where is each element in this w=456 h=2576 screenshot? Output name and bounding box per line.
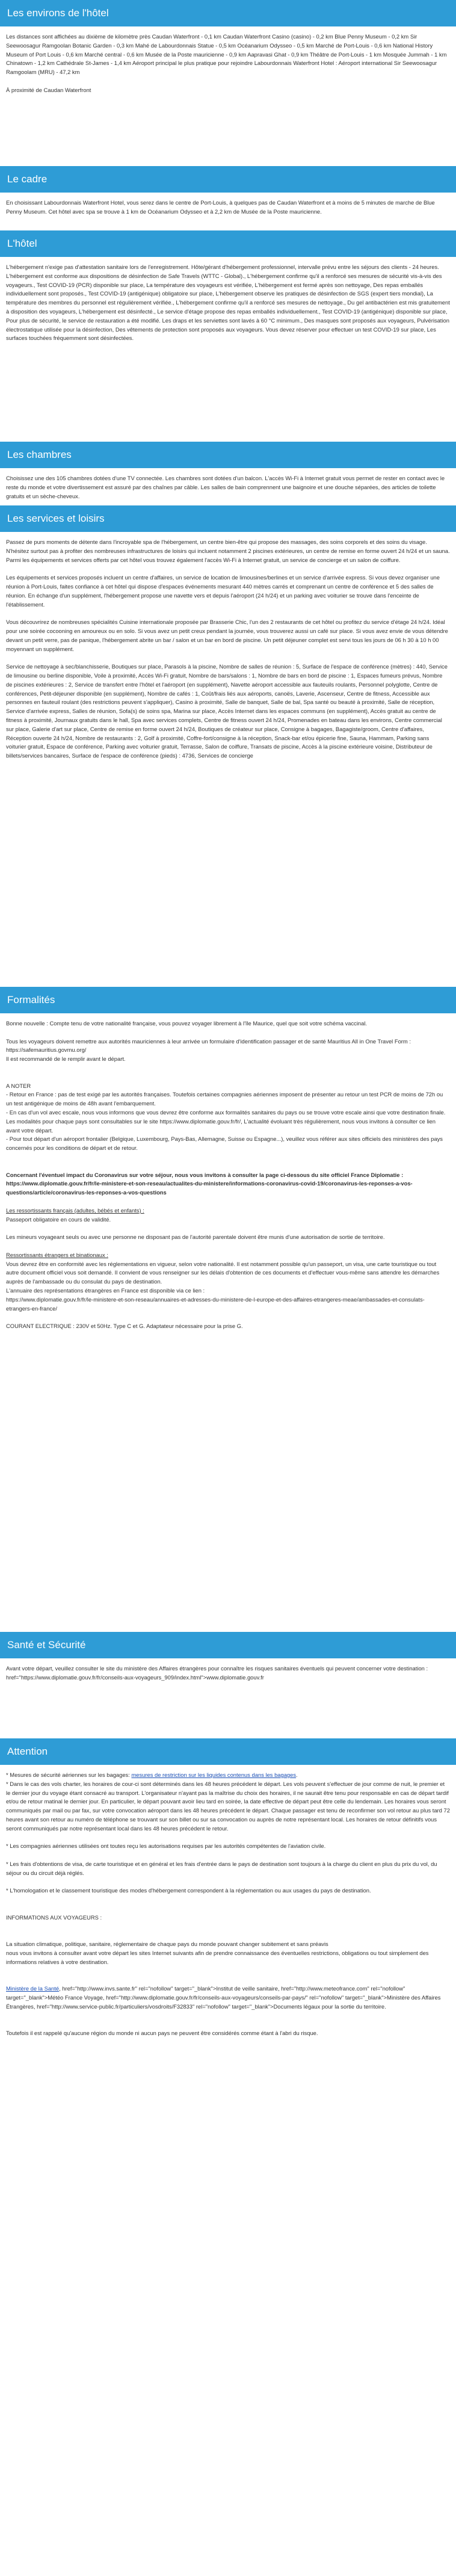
section-title: L'hôtel bbox=[0, 230, 456, 257]
section-hotel bbox=[0, 230, 456, 442]
french-nationals-passport: Passeport obligatoire en cours de validité. bbox=[6, 1215, 111, 1223]
formalites-recommend: Il est recommandé de le remplir avant le départ. bbox=[6, 1055, 126, 1063]
section-cadre bbox=[0, 166, 456, 230]
section-sante bbox=[0, 1632, 456, 1738]
foreign-nationals-text: Vous devrez être en conformité avec les réglementations en vigueur, selon votre nationalité. Il est notamment possible qu'un passeport, un visa, une carte touristique ou tout autre document officiel vous soit demandé. Il convient de vous renseigner sur les délais d'obtention de ces documents et d'effectuer vous-même sans attendre les démarches auprès de l'ambassade ou du consulat du pays de destination. bbox=[6, 1260, 440, 1285]
section-title: Les services et loisirs bbox=[0, 505, 456, 532]
minors-notice: Les mineurs voyageant seuls ou avec une personne ne disposant pas de l'autorité parentale doivent être munis d'une autorisation de sortie de territoire. bbox=[6, 1234, 385, 1241]
section-services bbox=[0, 505, 456, 987]
french-nationals-title: Les ressortissants français (adultes, bébés et enfants) : bbox=[6, 1206, 144, 1214]
airline-authorizations: * Les compagnies aériennes utilisées ont toutes reçu les autorisations requises par les autorités compétentes de l'aviation civile. bbox=[6, 1842, 326, 1850]
foreign-nationals-title: Ressortissants étrangers et binationaux : bbox=[6, 1251, 108, 1258]
environs-proximity: À proximité de Caudan Waterfront bbox=[6, 86, 91, 93]
section-title: Attention bbox=[0, 1738, 456, 1765]
chambres-text: Choisissez une des 105 chambres dotées d'une TV connectée. Les chambres sont dotées d'un balcon. L'accès Wi-Fi à Internet gratuit vous permet de rester en contact avec le reste du monde et votre divertissement est assuré par des chaînes par câble. Les salles de bain comprennent une baignoire et une douche séparées, des articles de toilette gratuits et un sèche-cheveux. bbox=[6, 475, 445, 499]
visa-fees: * Les frais d'obtentions de visa, de carte touristique et en général et les frais d'entrée dans le pays de destination sont toujours à la charge du client en plus du prix du vol, du séjour ou du circuit déjà réglés. bbox=[6, 1860, 437, 1876]
coronavirus-notice: Concernant l'éventuel impact du Coronavirus sur votre séjour, nous vous invitons à consulter la page ci-dessous du site officiel France Diplomatie : https://www.diplomatie.gouv.fr/fr/le-ministere-et-son-reseau/actualites-du-ministere/informations-coronavirus-covid-19/coronavirus-les-reponses-a-vos-questions/article/coronavirus-les-reponses-a-vos-questions bbox=[6, 1171, 413, 1196]
electric-current: COURANT ELECTRIQUE : 230V et 50Hz. Type C et G. Adaptateur nécessaire pour la prise G. bbox=[6, 1323, 243, 1330]
formalites-form: Tous les voyageurs doivent remettre aux autorités mauriciennes à leur arrivée un formulaire d'identification passager et de santé Mauritius All in One Travel Form : https://safemauritius.govmu.org/ bbox=[6, 1037, 411, 1054]
sante-text: Avant votre départ, veuillez consulter le site du ministère des Affaires étrangères pour connaître les risques sanitaires éventuels qui peuvent concerner votre destination : href="https://www.diplomatie.gouv.fr/fr/conseils-aux-voyageurs_909/index.html">www.diplomatie.gouv.fr bbox=[6, 1665, 428, 1681]
cadre-text: En choisissant Labourdonnais Waterfront Hotel, vous serez dans le centre de Port-Louis, à quelques pas de Caudan Waterfront et à moins de 5 minutes de marche de Blue Penny Museum. Cet hôtel avec spa se trouve à 1 km de Océanarium Odysseo et à 2,2 km de Musée de la Poste mauricienne. bbox=[6, 199, 435, 215]
note-stopover: - En cas d'un vol avec escale, nous vous informons que vous devrez être conforme aux formalités sanitaires du pays ou se trouve votre escale ainsi que votre destination finale. bbox=[6, 1108, 446, 1116]
services-amenities-list: Service de nettoyage à sec/blanchisserie, Boutiques sur place, Parasols à la piscine, Nombre de salles de réunion : 5, Surface de l'espace de conférence (mètres) : 440, Service de limousine ou berline disponible, Voile à proximité, Accès Wi-Fi gratuit, Nombre de bars/salons : 1, Nombre de bars en bord de piscine : 1, Espaces fumeurs prévus, Nombre de piscines extérieures : 2, Service de transfert entre l'hôtel et l'aéroport (en supplément), Navette aéroport accessible aux fauteuils roulants, Personnel polyglotte, Centre de conférences, Petit-déjeuner disponible (en supplément), Nombre de cafés : 1, Coût/frais liés aux aéroports, canoës, Laverie, Ascenseur, Centre de fitness, Accessible aux personnes en fauteuil roulant (des restrictions peuvent s'appliquer), Casino à proximité, Salle de banquet, Salle de bal, Spa santé ou beauté à proximité, Salle de réception, Service d'arrivée express, Salles de réunion, Sofa(s) de soins spa, Marina sur place, Accès Internet dans les espaces communs (en supplément), Accès gratuit au centre de fitness à proximité, Journaux gratuits dans le hall, Spa avec services complets, Centre de fitness ouvert 24 h/24, Promenades en bateau dans les environs, Centre commercial sur place, Galerie d'art sur place, Centre de remise en forme ouvert 24 h/24, Boutiques de créateur sur place, Consigne à bagages, Bagagiste/groom, Centre d'affaires, Réception ouverte 24 h/24, Nombre de restaurants : 2, Golf à proximité, Coffre-fort/consigne à la réception, Snack-bar et/ou épicerie fine, Sauna, Hammam, Parking sans voiturier gratuit, Espace de conférence, Parking avec voiturier gratuit, Terrasse, Salon de coiffure, Transats de piscine, Accès à la piscine extérieure voisine, Distributeur de billets/services bancaires, Surface de l'espace de conférence (pieds) : 4736, Services de concierge bbox=[6, 663, 448, 759]
liquids-restriction-link[interactable]: mesures de restriction sur les liquides contenus dans les bagages bbox=[131, 1771, 297, 1778]
section-content bbox=[0, 263, 456, 343]
note-country-rules: Les modalités pour chaque pays sont consultables sur le site https://www.diplomatie.gouv.fr/fr/, L'actualité évoluant très régulièrement, nous vous invitons à consulter ce lien avant votre départ. bbox=[6, 1117, 436, 1134]
luggage-security: * Mesures de sécurité aériennes sur les bagages: mesures de restriction sur les liquides contenus dans les bagages. bbox=[6, 1771, 298, 1778]
charter-flights: * Dans le cas des vols charter, les horaires de cour-ci sont déterminés dans les 48 heures précédent le départ. Les vols peuvent s'effectuer de jour comme de nuit, le premier et le dernier jour du voyage étant consacré au transport. L'organisateur n'ayant pas la maîtrise du choix des horaires, il ne saurait être tenu pour responsable en cas de départ tardif et/ou de retour matinal le dernier jour. En particulier, le départ pouvant avoir lieu tard en soirée, la date effective de départ peut être celle du lendemain. Les horaires vous seront communiqués par mail ou par fax, sur votre convocation aéroport dans les 48 heures précédent le départ. Chaque passager est tenu de reconfirmer son vol retour au plus tard 72 heures avant son retour au numéro de téléphone se trouvant sur son billet ou sur sa convocation ou auprès de notre représentant local. Les horaires de retour définitifs vous seront communiqués par notre représentant local dans les 48 heures précédent le retour. bbox=[6, 1780, 450, 1832]
section-content bbox=[0, 32, 456, 95]
risk-reminder: Toutefois il est rappelé qu'aucune région du monde ni aucun pays ne peuvent être considérés comme étant à l'abri du risque. bbox=[6, 2030, 318, 2037]
health-ministry-link[interactable]: Ministère de la Santé bbox=[6, 1985, 60, 1992]
note-return: - Retour en France : pas de test exigé par les autorités françaises. Toutefois certaines compagnies aériennes imposent de présenter au retour un test PCR de moins de 72h ou un test antigénique de moins de 48h avant l'embarquement. bbox=[6, 1091, 443, 1107]
services-business: Les équipements et services proposés incluent un centre d'affaires, un service de location de limousines/berlines et un service d'arrivée express. Si vous devez organiser une réunion à Port-Louis, faites confiance à cet hôtel qui dispose d'espaces événements mesurant 440 mètres carrés et comprenant un centre de conférence et 5 des salles de réunion. En échange d'un supplément, l'hébergement propose une navette vers et depuis l'aéroport (24 h/24) et un parking avec voiturier se trouve dans l'enceinte de l'établissement. bbox=[6, 574, 440, 608]
section-title: Les environs de l'hôtel bbox=[0, 0, 456, 26]
situation-change: La situation climatique, politique, sanitaire, réglementaire de chaque pays du monde pouvant changer subitement et sans préavis bbox=[6, 1941, 328, 1948]
section-formalites bbox=[0, 987, 456, 1632]
section-content bbox=[0, 1771, 456, 2038]
embassy-directory-url: https://www.diplomatie.gouv.fr/fr/le-ministere-et-son-reseau/annuaires-et-adresses-du-ministere-de-l-europe-et-des-affaires-etrangeres-meae/ambassades-et-consulats-etrangers-en-france/ bbox=[6, 1296, 425, 1312]
services-dining: Vous découvrirez de nombreuses spécialités Cuisine internationale proposée par Brasserie Chic, l'un des 2 restaurants de cet hôtel ou profitez du service d'étage 24 h/24. Idéal pour une soirée cocooning en amoureux ou en solo. Si vous avez un petit creux pendant la journée, vous trouverez aussi un café sur place. Si vous avez envie de vous détendre devant un petit verre, pas de panique, l'hébergement abrite un bar / salon et un bar en bord de piscine. Un petit déjeuner complet est servi tous les jours de 06 h 30 à 10 h 00 moyennant un supplément. bbox=[6, 619, 448, 652]
official-links: Ministère de la Santé, href="http://www.invs.sante.fr" rel="nofollow" target="_blank">Institut de veille sanitaire, href="http://www.meteofrance.com" rel="nofollow" target="_blank">Météo France Voyage, href="http://www.diplomatie.gouv.fr/fr/conseils-aux-voyageurs/conseils-par-pays/" rel="nofollow" target="_blank">Ministère des Affaires Étrangères, href="http://www.service-public.fr/particuliers/vosdroits/F32833" rel="nofollow" target="_blank">Documents légaux pour la sortie du territoire. bbox=[6, 1985, 441, 2010]
section-title: Santé et Sécurité bbox=[0, 1632, 456, 1658]
note-title: A NOTER bbox=[6, 1082, 31, 1089]
section-content bbox=[0, 199, 456, 217]
section-content bbox=[0, 1664, 456, 1682]
note-border-airport: - Pour tout départ d'un aéroport frontalier (Belgique, Luxembourg, Pays-Bas, Allemagne, Suisse ou Espagne...), veuillez vous référer aux sites officiels des ministères des pays concernés pour les conditions de départ et de retour. bbox=[6, 1135, 443, 1152]
environs-distances: Les distances sont affichées au dixième de kilomètre près Caudan Waterfront - 0,1 km Caudan Waterfront Casino (casino) - 0,2 km Blue Penny Museum - 0,2 km Sir Seewoosagur Ramgoolan Botanic Garden - 0,3 km Mahé de Labourdonnais Statue - 0,5 km Océanarium Odysseo - 0,5 km Marché de Port-Louis - 0,6 km National History Museum of Port Louis - 0,6 km Marché central - 0,6 km Musée de la Poste mauricienne - 0,9 km Aapravasi Ghat - 0,9 km Théâtre de Port-Louis - 1 km Mosquée Jummah - 1 km Chinatown - 1,2 km Cathédrale St-James - 1,4 km Aéroport principal le plus pratique pour rejoindre Labourdonnais Waterfront Hotel : Aéroport international Sir Seewoosagur Ramgoolam (MRU) - 47,2 km bbox=[6, 33, 447, 76]
section-chambres bbox=[0, 442, 456, 505]
hotel-sanitary-text: L'hébergement n'exige pas d'attestation sanitaire lors de l'enregistrement. Hôte/gérant d'hébergement professionnel, intervalle prévu entre les séjours des clients - 24 heures. L'hébergement est conforme aux dispositions de désinfection de Safe Travels (WTTC - Global)., L'hébergement confirme qu'il a renforcé ses mesures de sécurité vis-à-vis des voyageurs., Test COVID-19 (PCR) disponible sur place, La température des voyageurs est vérifiée, L'hébergement est fermé après son nettoyage, Des repas emballés individuellement sont proposés., Test COVID-19 (antigénique) obligatoire sur place, L'hébergement observe les pratiques de désinfection de SGS (expert tiers mondial), La température des membres du personnel est régulièrement vérifiée., L'hébergement confirme qu'il a renforcé ses mesures de nettoyage., Du gel antibactérien est mis gratuitement à disposition des voyageurs, L'hébergement est désinfecté., Le service d'étage propose des repas emballés individuellement., Test COVID-19 (antigénique) disponible sur place, Pour plus de sécurité, le service de restauration a été modifié. Les draps et les serviettes sont lavés à 60 °C minimum., Des masques sont proposés aux voyageurs, Pulvérisation électrostatique utilisée pour la désinfection, Des vêtements de protection sont proposés aux voyageurs. Vous devez réserver pour effectuer un test COVID-19 sur place, Les surfaces touchées fréquemment sont désinfectées. bbox=[6, 264, 450, 342]
section-environs bbox=[0, 0, 456, 166]
section-content bbox=[0, 474, 456, 501]
section-attention bbox=[0, 1738, 456, 2576]
services-spa: Passez de purs moments de détente dans l'incroyable spa de l'hébergement, un centre bien-être qui propose des massages, des soins corporels et des soins du visage. N'hésitez surtout pas à profiter des nombreuses infrastructures de loisirs qui incluent notamment 2 piscines extérieures, un centre de remise en forme ouvert 24 h/24 et un sauna. Parmi les équipements et services offerts par cet hôtel vous trouvez également l'accès Wi-Fi à Internet gratuit, un service de concierge et un salon de coiffure. bbox=[6, 539, 450, 563]
section-content bbox=[0, 538, 456, 761]
formalites-intro: Bonne nouvelle : Compte tenu de votre nationalité française, vous pouvez voyager librement à l'île Maurice, quel que soit votre schéma vaccinal. bbox=[6, 1020, 368, 1027]
consult-sites: nous vous invitons à consulter avant votre départ les sites Internet suivants afin de prendre connaissance des éventuelles restrictions, obligations ou tout simplement des informations relatives à votre destination. bbox=[6, 1949, 429, 1965]
section-content bbox=[0, 1019, 456, 1331]
section-title: Le cadre bbox=[0, 166, 456, 193]
embassy-directory: L'annuaire des représentations étrangères en France est disponible via ce lien : bbox=[6, 1286, 205, 1294]
accommodation-rating: * L'homologation et le classement touristique des modes d'hébergement correspondent à la réglementation ou aux usages du pays de destination. bbox=[6, 1887, 371, 1894]
section-title: Formalités bbox=[0, 987, 456, 1013]
section-title: Les chambres bbox=[0, 442, 456, 468]
traveler-info-title: INFORMATIONS AUX VOYAGEURS : bbox=[6, 1913, 102, 1921]
